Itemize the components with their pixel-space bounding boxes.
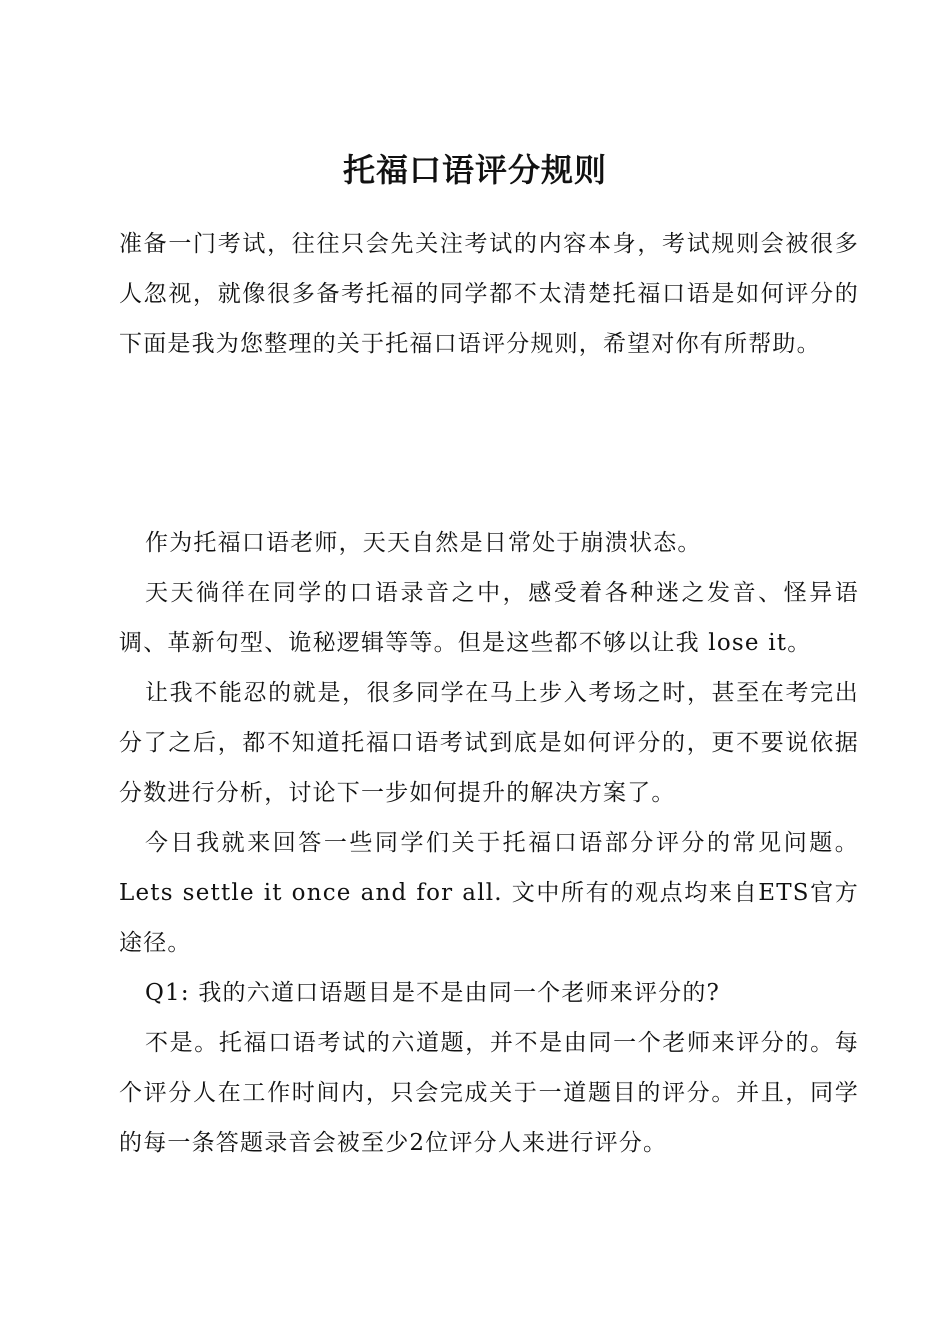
answer-q1: 不是。托福口语考试的六道题，并不是由同一个老师来评分的。每个评分人在工作时间内，只会完成关于一道题目的评分。并且，同学的每一条答题录音会被至少2位评分人来进行评分。 [119, 1030, 859, 1156]
body-block [119, 518, 859, 1168]
paragraph-2: 天天徜徉在同学的口语录音之中，感受着各种迷之发音、怪异语调、革新句型、诡秘逻辑等等。但是这些都不够以让我 lose it。 [119, 580, 859, 656]
paragraph-1: 作为托福口语老师，天天自然是日常处于崩溃状态。 [145, 530, 702, 556]
paragraph-4: 今日我就来回答一些同学们关于托福口语部分评分的常见问题。Lets settle it once and for all. 文中所有的观点均来自ETS官方途径。 [119, 830, 859, 956]
intro-block [119, 219, 859, 369]
intro-paragraph: 准备一门考试，往往只会先关注考试的内容本身，考试规则会被很多人忽视，就像很多备考托福的同学都不太清楚托福口语是如何评分的下面是我为您整理的关于托福口语评分规则，希望对你有所帮助。 [119, 231, 859, 357]
question-q1: Q1: 我的六道口语题目是不是由同一个老师来评分的? [145, 980, 721, 1006]
paragraph-3: 让我不能忍的就是，很多同学在马上步入考场之时，甚至在考完出分了之后，都不知道托福口语考试到底是如何评分的，更不要说依据分数进行分析，讨论下一步如何提升的解决方案了。 [119, 680, 859, 806]
document-title: 托福口语评分规则 [342, 151, 607, 189]
